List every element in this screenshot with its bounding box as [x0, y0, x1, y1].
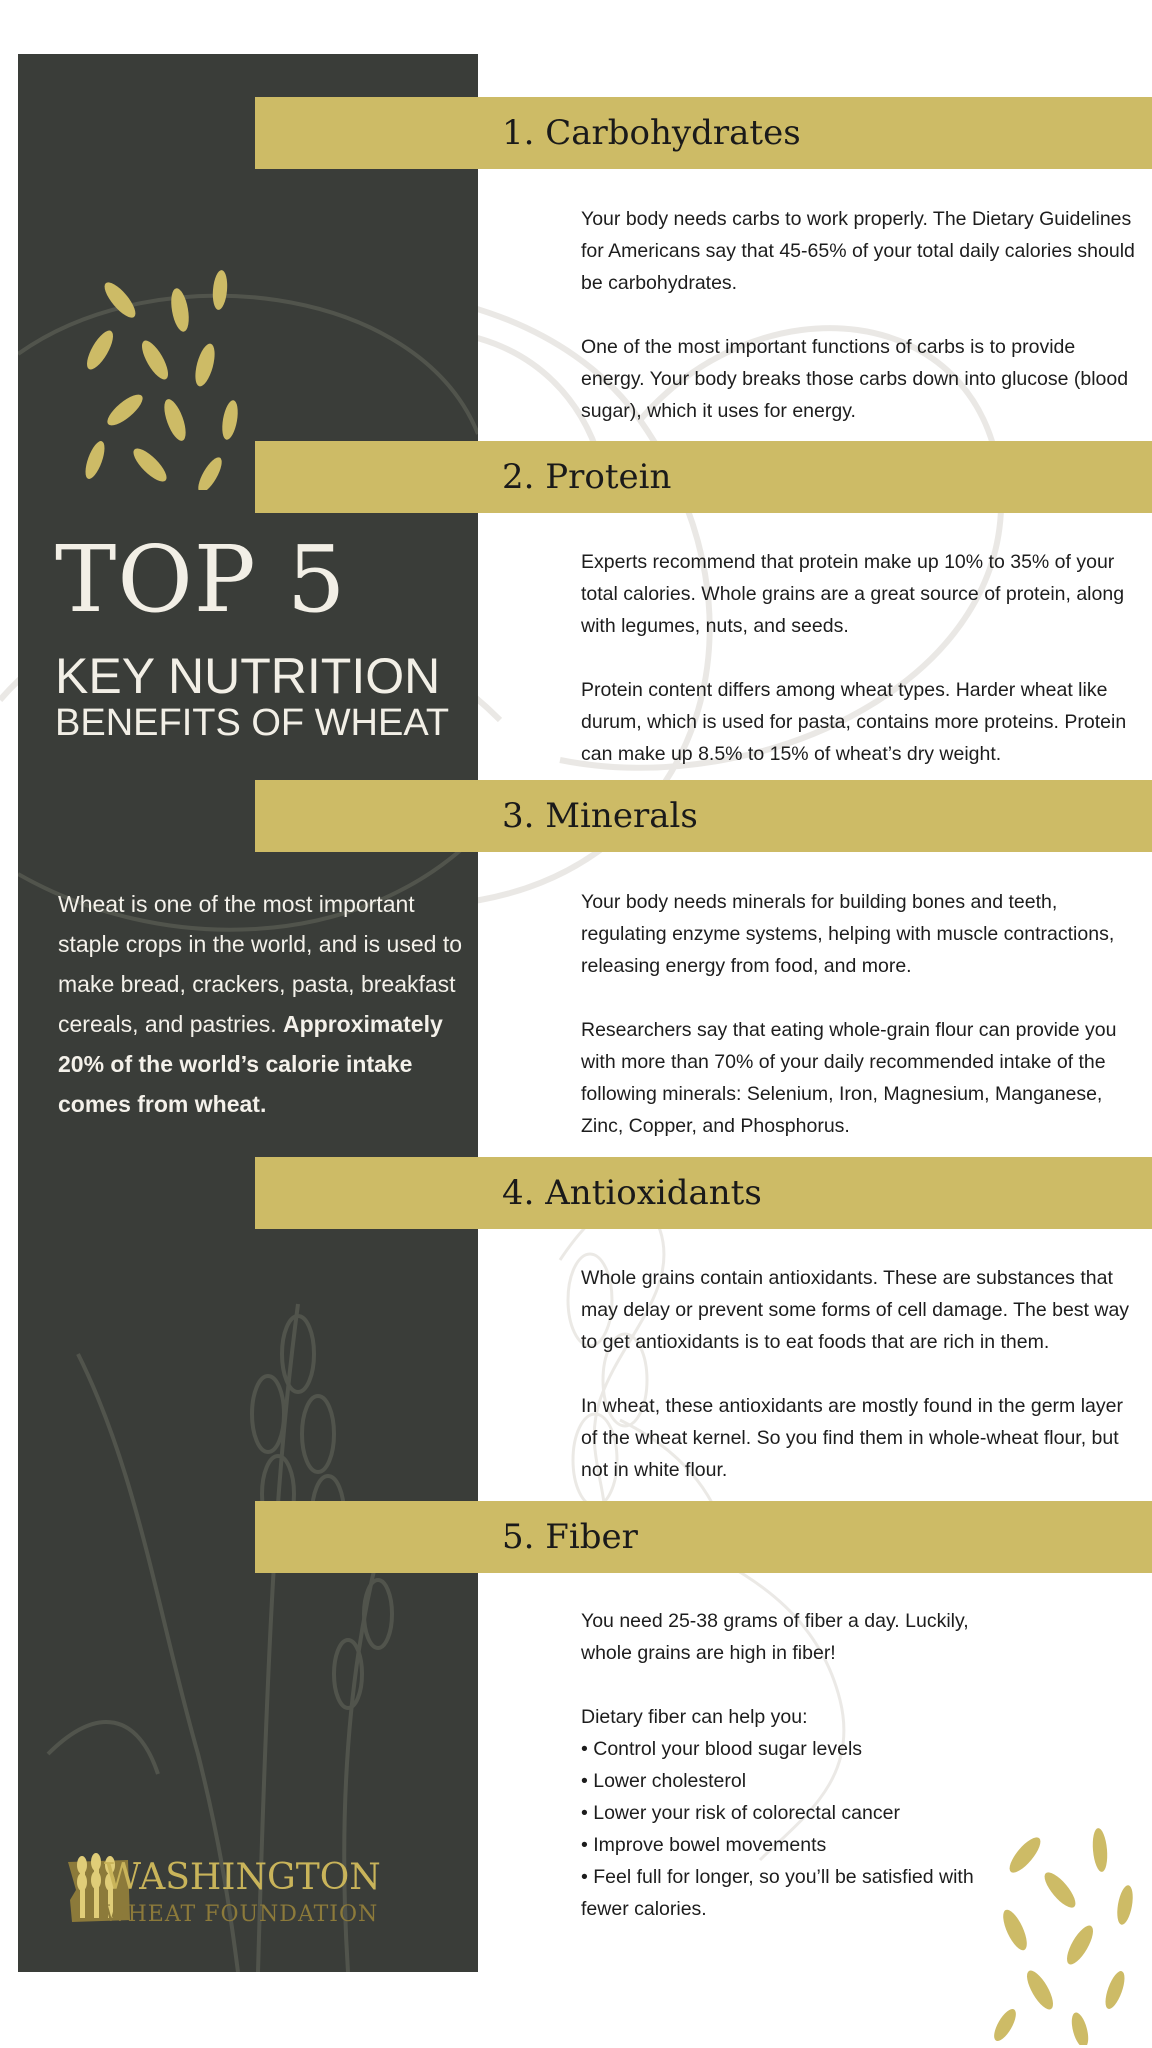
section-band-protein	[255, 441, 1152, 513]
section-body-protein	[581, 546, 1141, 770]
intro-text: Wheat is one of the most important staple crops in the world, and is used to make bread, crackers, pasta, breakfast cereals, and pastries.	[58, 891, 463, 1037]
section-title-protein: 2. Protein	[502, 457, 672, 497]
section-title-fiber: 5. Fiber	[502, 1517, 638, 1557]
list-item: • Feel full for longer, so you’ll be satisfied with fewer calories.	[581, 1866, 974, 1920]
section-title-carbohydrates: 1. Carbohydrates	[502, 113, 801, 153]
section-paragraph: Your body needs carbs to work properly. The Dietary Guidelines for Americans say that 45-65% of your total daily calories should be carbohydrates.	[581, 208, 1135, 294]
section-band-fiber	[255, 1501, 1152, 1573]
list-item: • Control your blood sugar levels	[581, 1738, 863, 1760]
list-item: • Lower cholesterol	[581, 1770, 747, 1792]
wheat-grains-icon	[985, 1820, 1145, 2045]
fiber-benefits-list	[581, 1733, 1001, 1925]
section-title-minerals: 3. Minerals	[502, 796, 698, 836]
section-paragraph: Researchers say that eating whole-grain flour can provide you with more than 70% of your daily recommended intake of the following minerals: Selenium, Iron, Magnesium, Manganese, Zinc, Copper, and Phosphorus.	[581, 1019, 1117, 1137]
intro-paragraph	[58, 884, 468, 1124]
logo-wheat-foundation: WHEAT FOUNDATION	[104, 1902, 379, 1927]
section-paragraph: Whole grains contain antioxidants. These are substances that may delay or prevent some forms of cell damage. The best way to get antioxidants is to eat foods that are rich in them.	[581, 1267, 1130, 1353]
list-item: • Lower your risk of colorectal cancer	[581, 1802, 900, 1824]
title-benefits-of-wheat: BENEFITS OF WHEAT	[55, 702, 450, 744]
section-body-carbohydrates	[581, 203, 1141, 427]
section-body-antioxidants	[581, 1262, 1141, 1486]
section-title-antioxidants: 4. Antioxidants	[502, 1173, 762, 1213]
section-band-minerals	[255, 780, 1152, 852]
section-paragraph: Your body needs minerals for building bones and teeth, regulating enzyme systems, helping with muscle contractions, releasing energy from food, and more.	[581, 891, 1115, 977]
section-paragraph: One of the most important functions of carbs is to provide energy. Your body breaks those carbs down into glucose (blood sugar), which it uses for energy.	[581, 336, 1129, 422]
title-key-nutrition: KEY NUTRITION	[55, 648, 441, 704]
section-paragraph: You need 25-38 grams of fiber a day. Luckily, whole grains are high in fiber!	[581, 1610, 969, 1664]
wheat-grains-icon	[70, 270, 250, 490]
section-body-minerals	[581, 886, 1141, 1142]
section-paragraph: Protein content differs among wheat types. Harder wheat like durum, which is used for pasta, contains more proteins. Protein can make up 8.5% to 15% of wheat’s dry weight.	[581, 679, 1127, 765]
section-body-fiber	[581, 1605, 1001, 1925]
list-item: • Improve bowel movements	[581, 1834, 827, 1856]
intro-highlight: Approximately 20% of the world’s calorie intake comes from wheat.	[58, 1011, 443, 1117]
section-paragraph: Dietary fiber can help you:	[581, 1706, 808, 1728]
title-top-5: TOP 5	[55, 526, 347, 633]
section-paragraph: In wheat, these antioxidants are mostly found in the germ layer of the wheat kernel. So you find them in whole-wheat flour, but not in white flour.	[581, 1395, 1123, 1481]
section-paragraph: Experts recommend that protein make up 10% to 35% of your total calories. Whole grains are a great source of protein, along with legumes, nuts, and seeds.	[581, 551, 1125, 637]
logo-washington: WASHINGTON	[104, 1857, 381, 1898]
